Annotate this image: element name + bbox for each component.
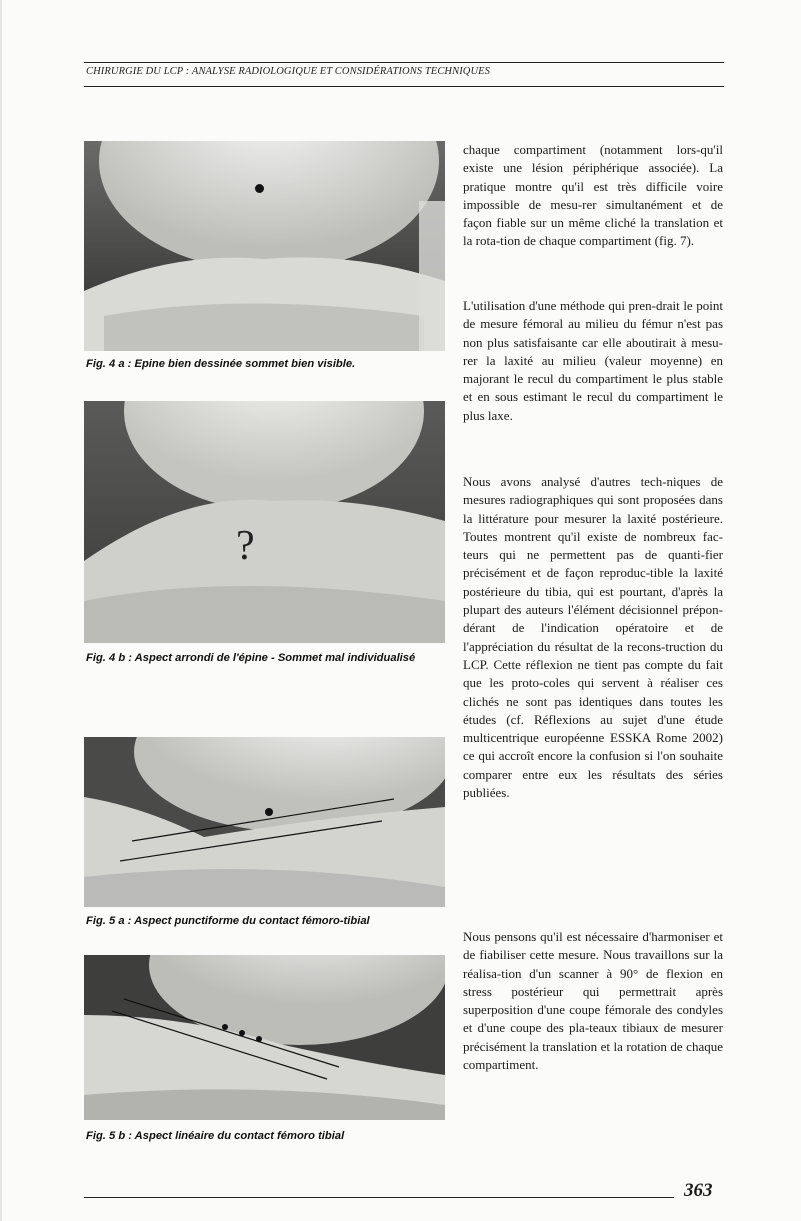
body-paragraph — [463, 297, 723, 425]
figure-5a-caption: Fig. 5 a : Aspect punctiforme du contact fémoro-tibial — [86, 915, 370, 927]
paragraph-4: Nous pensons qu'il est nécessaire d'harmoniser et de fiabiliser cette mesure. Nous travaillons sur la réalisa-tion d'un scanner à 90° de flexion en stress postérieur qui permettrait après superposition d'une coupe fémorale des condyles et d'une coupe des pla-teaux tibiaux de mesurer précisément la translation et la rotation de chaque compartiment. — [463, 929, 723, 1073]
paragraph-3: Nous avons analysé d'autres tech-niques de mesures radiographiques qui sont proposées dans la littérature pour mesurer la laxité postérieure. Toutes montrent qu'il existe de nombreux fac-teurs qui ne permettent pas de quanti-fier précisément et de façon reproduc-tible la laxité postérieure du tibia, qui est pourtant, d'après la plupart des auteurs l'élément décisionnel prépon-dérant de l'indication opératoire et de l'appréciation du résultat de la recons-truction du LCP. Cette réflexion ne tient pas compte du fait que les proto-coles qui servent à réaliser ces clichés ne sont pas identiques dans toutes les études (cf. Réflexions au sujet d'une étude multicentrique européenne ESSKA Rome 2002) ce qui accroît encore la confusion si l'on souhaite comparer entre eux les résultats des séries publiées. — [463, 474, 723, 801]
running-head: CHIRURGIE DU LCP : ANALYSE RADIOLOGIQUE ET CONSIDÉRATIONS TECHNIQUES — [86, 66, 491, 77]
body-paragraph — [463, 473, 723, 802]
page-number: 363 — [684, 1180, 713, 1201]
contact-point-dot — [222, 1024, 228, 1030]
body-paragraph — [463, 141, 723, 251]
contact-point-dot — [256, 1036, 262, 1042]
figure-5b-xray — [84, 955, 445, 1120]
page-edge — [0, 0, 2, 1221]
figure-5b-caption: Fig. 5 b : Aspect linéaire du contact fémoro tibial — [86, 1130, 345, 1142]
contact-point-dot — [265, 808, 273, 816]
paragraph-1: chaque compartiment (notamment lors-qu'il existe une lésion périphérique associée). La pratique montre qu'il est très difficile voire impossible de mesu-rer simultanément et de façon fiable sur un même cliché la translation et la rota-tion de chaque compartiment (fig. 7). — [463, 142, 723, 249]
figure-4b-xray — [84, 401, 445, 643]
body-paragraph — [463, 928, 723, 1074]
footer-rule — [84, 1197, 674, 1198]
contact-point-dot — [255, 184, 264, 193]
paragraph-2: L'utilisation d'une méthode qui pren-drait le point de mesure fémoral au milieu du fémur n'est pas non plus satisfaisante car elle aboutirait à mesu-rer la laxité au milieu (valeur moyenne) en majorant le recul du compartiment le plus stable et en sous estimant le recul du compartiment le plus laxe. — [463, 298, 723, 423]
figure-4b-caption: Fig. 4 b : Aspect arrondi de l'épine - Sommet mal individualisé — [86, 652, 416, 664]
figure-4a-xray — [84, 141, 445, 351]
figure-4a-caption: Fig. 4 a : Epine bien dessinée sommet bien visible. — [86, 358, 356, 370]
head-rule — [84, 86, 724, 87]
question-mark: ? — [236, 523, 255, 569]
top-rule — [84, 62, 724, 63]
figure-5a-xray — [84, 737, 445, 907]
contact-point-dot — [239, 1030, 245, 1036]
